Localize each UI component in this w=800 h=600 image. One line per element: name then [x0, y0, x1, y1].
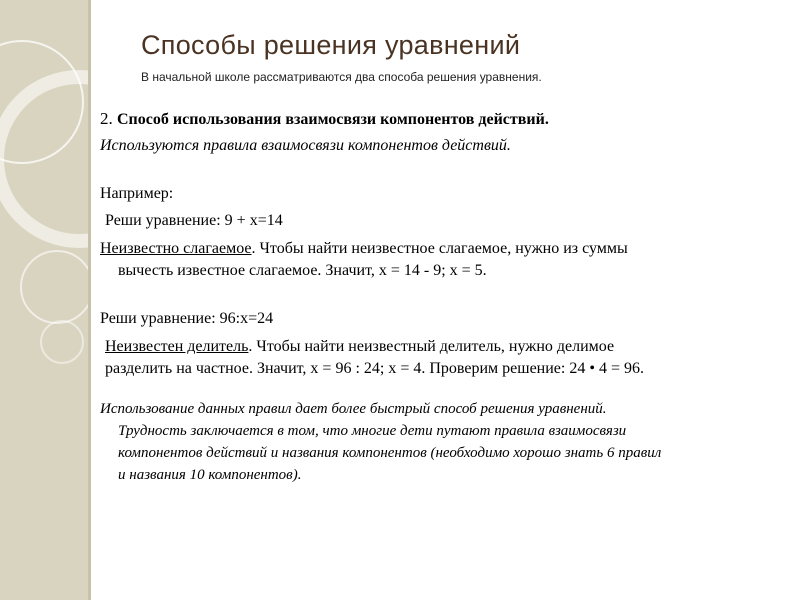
note-line: Трудность заключается в том, что многие дети путают правила взаимосвязи	[118, 423, 627, 439]
band-divider	[88, 0, 91, 600]
example2-line2: разделить на частное. Значит, х = 96 : 24; х = 4. Проверим решение: 24 • 4 = 96.	[105, 360, 644, 377]
note-paragraph	[100, 398, 795, 486]
slide-content	[100, 108, 795, 486]
decorative-side-band	[0, 0, 88, 600]
method-number: 2.	[100, 109, 113, 128]
examples-intro: Например:	[100, 185, 174, 202]
slide-title: Способы решения уравнений	[141, 30, 521, 60]
example2-rule	[100, 336, 795, 358]
note-line: и названия 10 компонентов).	[118, 467, 302, 483]
method-heading	[100, 108, 795, 131]
example1-rule	[100, 238, 795, 260]
decorative-ring	[20, 250, 88, 324]
example1-line1: . Чтобы найти неизвестное слагаемое, нужно из суммы	[251, 240, 628, 257]
method-title: Способ использования взаимосвязи компонентов действий.	[117, 111, 549, 128]
note-line: компонентов действий и названия компонентов (необходимо хорошо знать 6 правил	[118, 445, 662, 461]
slide-subtitle: В начальной школе рассматриваются два способа решения уравнения.	[141, 70, 542, 84]
example2-line1: . Чтобы найти неизвестный делитель, нужно делимое	[248, 338, 615, 355]
method-description: Используются правила взаимосвязи компонентов действий.	[100, 137, 511, 154]
note-line: Использование данных правил дает более быстрый способ решения уравнений.	[100, 401, 607, 417]
example2-task: Реши уравнение: 96:х=24	[100, 310, 274, 327]
decorative-ring	[40, 320, 84, 364]
example1-task: Реши уравнение: 9 + х=14	[105, 212, 283, 229]
example2-term: Неизвестен делитель	[105, 338, 249, 355]
example1-term: Неизвестно слагаемое	[100, 240, 252, 257]
example1-line2: вычесть известное слагаемое. Значит, х = 14 - 9; х = 5.	[118, 262, 487, 279]
